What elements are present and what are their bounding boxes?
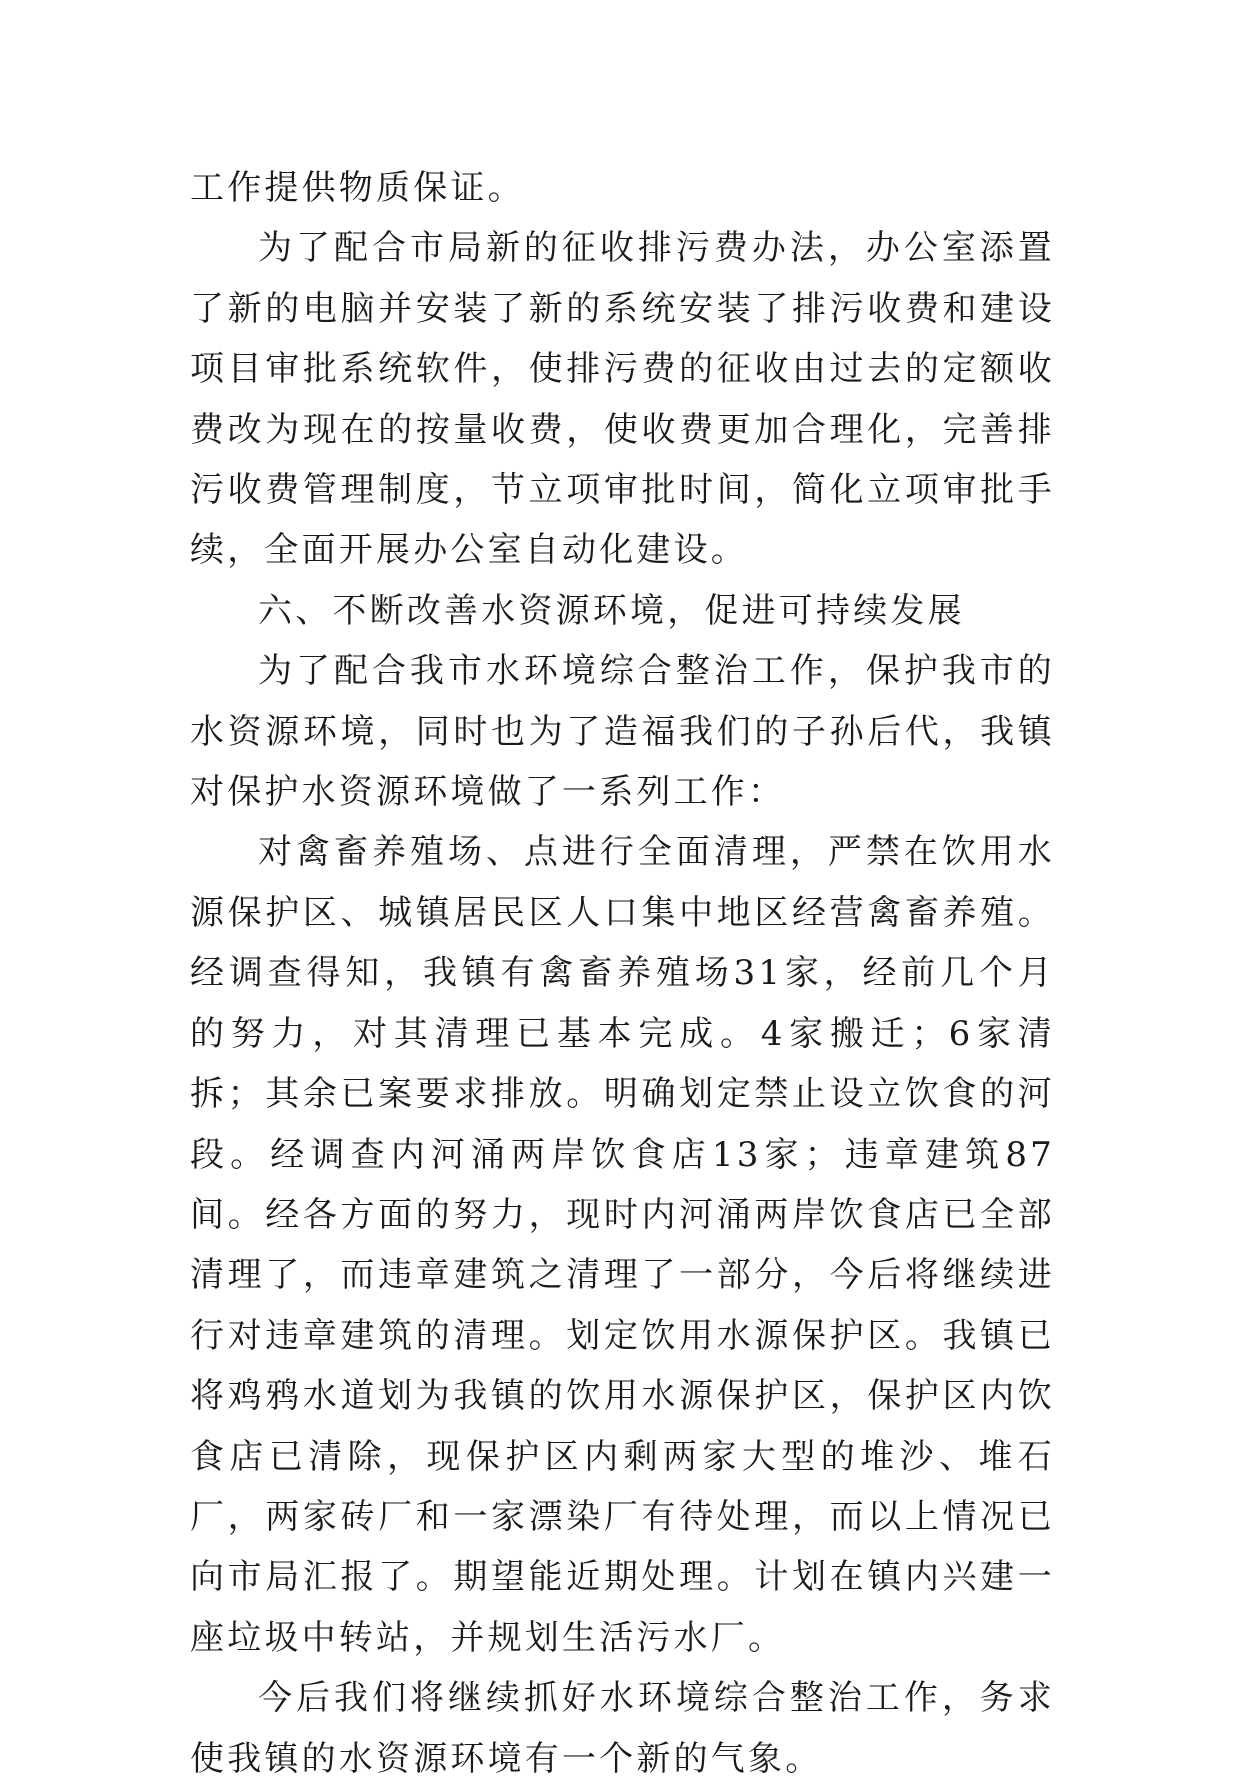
paragraph-office-automation: 为了配合市局新的征收排污费办法，办公室添置了新的电脑并安装了新的系统安装了排污收费和建设项目审批系统软件，使排污费的征收由过去的定额收费改为现在的按量收费，使收费更加合理化，完善排污收费管理制度，节立项审批时间，简化立项审批手续，全面开展办公室自动化建设。: [190, 228, 1055, 571]
paragraph-conclusion: 今后我们将继续抓好水环境综合整治工作，务求使我镇的水资源环境有一个新的气象。: [190, 1678, 1055, 1779]
paragraph-water-environment-intro: 为了配合我市水环境综合整治工作，保护我市的水资源环境，同时也为了造福我们的子孙后代，我镇对保护水资源环境做了一系列工作：: [190, 651, 1055, 813]
paragraph-cleanup-details: 对禽畜养殖场、点进行全面清理，严禁在饮用水源保护区、城镇居民区人口集中地区经营禽畜养殖。经调查得知，我镇有禽畜养殖场31家，经前几个月的努力，对其清理已基本完成。4家搬迁；6家清拆；其余已案要求排放。明确划定禁止设立饮食的河段。经调查内河涌两岸饮食店13家；违章建筑87间。经各方面的努力，现时内河涌两岸饮食店已全部清理了，而违章建筑之清理了一部分，今后将继续进行对违章建筑的清理。划定饮用水源保护区。我镇已将鸡鸦水道划为我镇的饮用水源保护区，保护区内饮食店已清除，现保护区内剩两家大型的堆沙、堆石厂，两家砖厂和一家漂染厂有待处理，而以上情况已向市局汇报了。期望能近期处理。计划在镇内兴建一座垃圾中转站，并规划生活污水厂。: [190, 832, 1055, 1658]
section-heading-water-resources: 六、不断改善水资源环境，促进可持续发展: [258, 590, 965, 631]
paragraph-continuation: 工作提供物质保证。: [190, 168, 525, 208]
document-body: [190, 158, 1055, 1789]
